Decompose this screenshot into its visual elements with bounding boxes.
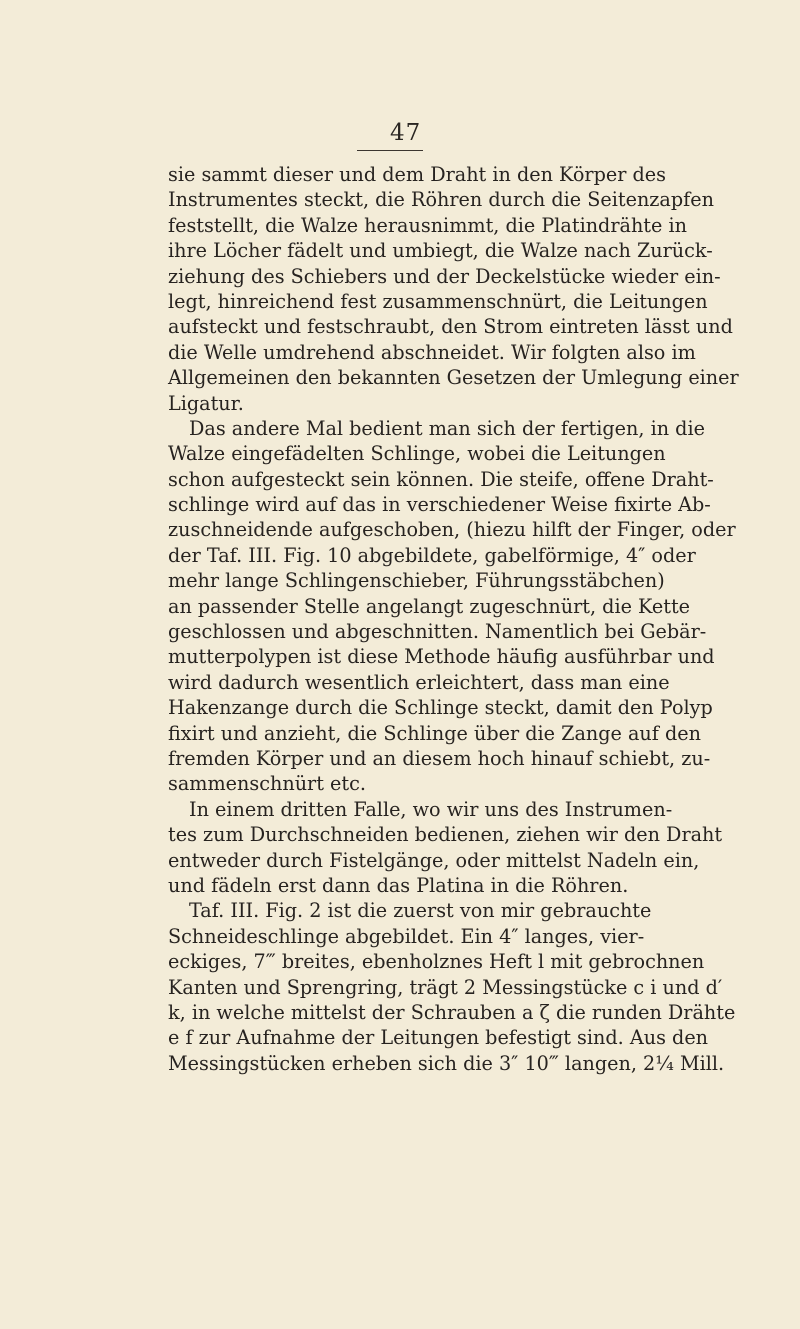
text-line: feststellt, die Walze herausnimmt, die Platindrähte in bbox=[168, 213, 687, 237]
text-line: ihre Löcher fädelt und umbiegt, die Walze nach Zurück- bbox=[168, 239, 713, 263]
text-line: Instrumentes steckt, die Röhren durch die Seitenzapfen bbox=[168, 188, 714, 212]
text-line: mutterpolypen ist diese Methode häufig ausführbar und bbox=[168, 645, 715, 669]
text-line: tes zum Durchschneiden bedienen, ziehen wir den Draht bbox=[168, 823, 723, 847]
text-line: sie sammt dieser und dem Draht in den Körper des bbox=[168, 163, 666, 186]
text-line: legt, hinreichend fest zusammenschnürt, die Leitungen bbox=[168, 289, 708, 313]
paragraph-start-line: Taf. III. Fig. 2 ist die zuerst von mir gebrauchte bbox=[189, 899, 652, 923]
text-line: Kanten und Sprengring, trägt 2 Messingstücke c i und d′ bbox=[168, 975, 723, 999]
text-line: e f zur Aufnahme der Leitungen befestigt sind. Aus den bbox=[168, 1026, 709, 1050]
text-line: fremden Körper und an diesem hoch hinauf schiebt, zu- bbox=[168, 746, 711, 770]
text-line: schon aufgesteckt sein können. Die steife, offene Draht- bbox=[168, 467, 714, 491]
paragraph-start-line: Das andere Mal bedient man sich der fertigen, in die bbox=[189, 416, 705, 440]
text-line: Hakenzange durch die Schlinge steckt, damit den Polyp bbox=[168, 696, 713, 720]
text-line: Messingstücken erheben sich die 3″ 10‴ langen, 2¼ Mill. bbox=[168, 1051, 725, 1075]
text-line: Walze eingefädelten Schlinge, wobei die Leitungen bbox=[168, 442, 666, 466]
text-line: und fädeln erst dann das Platina in die Röhren. bbox=[168, 873, 629, 897]
text-line: zuschneidende aufgeschoben, (hiezu hilft der Finger, oder bbox=[168, 518, 736, 542]
text-line: sammenschnürt etc. bbox=[168, 772, 366, 796]
text-line: fixirt und anzieht, die Schlinge über die Zange auf den bbox=[168, 721, 701, 745]
page-number-rule bbox=[357, 150, 423, 151]
paragraph-start-line: In einem dritten Falle, wo wir uns des Instrumen- bbox=[189, 797, 673, 821]
text-line: Allgemeinen den bekannten Gesetzen der Umlegung einer bbox=[168, 366, 739, 390]
page-number: 47 bbox=[390, 120, 422, 146]
text-line: aufsteckt und festschraubt, den Strom eintreten lässt und bbox=[168, 315, 733, 339]
text-line: geschlossen und abgeschnitten. Namentlich bei Gebär- bbox=[168, 620, 707, 644]
text-line: Ligatur. bbox=[168, 391, 244, 415]
text-line: schlinge wird auf das in verschiedener Weise fixirte Ab- bbox=[168, 493, 711, 517]
text-line: Schneideschlinge abgebildet. Ein 4″ langes, vier- bbox=[168, 924, 645, 948]
text-line: die Welle umdrehend abschneidet. Wir folgten also im bbox=[168, 340, 696, 364]
body-text bbox=[168, 162, 739, 1076]
text-line: eckiges, 7‴ breites, ebenholznes Heft l mit gebrochnen bbox=[168, 950, 705, 974]
text-line: k, in welche mittelst der Schrauben a ζ die runden Drähte bbox=[168, 1000, 736, 1024]
text-line: ziehung des Schiebers und der Deckelstücke wieder ein- bbox=[168, 264, 721, 288]
text-line: der Taf. III. Fig. 10 abgebildete, gabelförmige, 4″ oder bbox=[168, 543, 696, 567]
text-line: an passender Stelle angelangt zugeschnürt, die Kette bbox=[168, 594, 691, 618]
text-line: entweder durch Fistelgänge, oder mittelst Nadeln ein, bbox=[168, 848, 700, 872]
text-line: mehr lange Schlingenschieber, Führungsstäbchen) bbox=[168, 569, 665, 593]
text-line: wird dadurch wesentlich erleichtert, dass man eine bbox=[168, 670, 670, 694]
